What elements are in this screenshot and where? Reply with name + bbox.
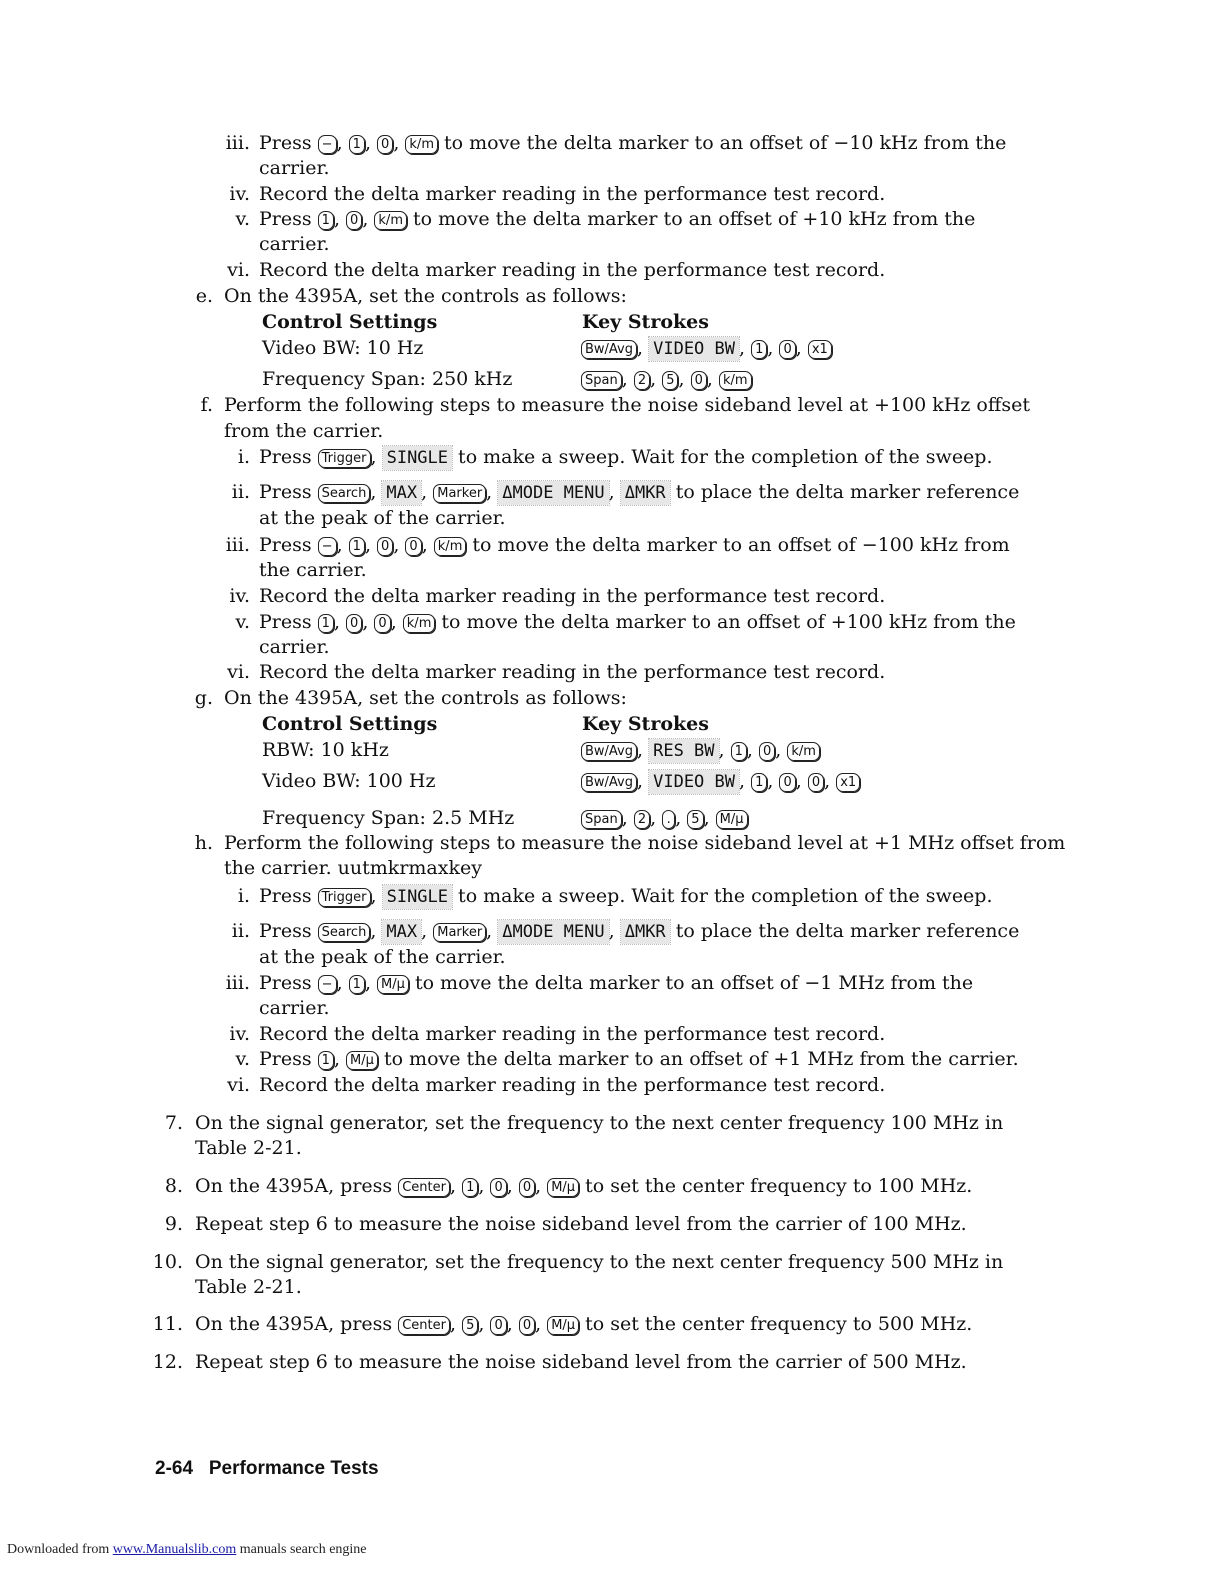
text: Record the delta marker reading in the performance test record. [259, 1074, 886, 1096]
line-h6 [0, 1072, 1224, 1098]
text: Record the delta marker reading in the performance test record. [259, 585, 886, 607]
step-label: ii. [231, 481, 250, 503]
control-setting: Frequency Span: 250 kHz [262, 368, 513, 390]
text: to move the delta marker to an offset of +1 MHz from the carrier. [377, 1048, 1019, 1070]
text: to make a sweep. Wait for the completion of the sweep. [452, 446, 993, 468]
line-e_r2 [0, 366, 1224, 392]
hardkey[interactable]: 0 [377, 135, 393, 154]
line-l4 [0, 257, 1224, 283]
text: Press [259, 481, 318, 503]
hardkey[interactable]: Center [398, 1178, 450, 1197]
step-text [259, 557, 367, 583]
hardkey[interactable]: 0 [519, 1316, 535, 1335]
step-text: Press Trigger , SINGLE to make a sweep. Wait for the completion of the sweep. [259, 446, 993, 468]
step-label: iii. [225, 534, 250, 556]
hardkey[interactable]: 0 [346, 211, 362, 230]
hardkey[interactable]: 1 [751, 773, 767, 792]
text: Press [259, 534, 318, 556]
line-l2 [0, 181, 1224, 207]
hardkey[interactable]: k/m [405, 135, 438, 154]
control-settings-header [0, 309, 1224, 335]
line-h1 [0, 883, 1224, 909]
step-text [259, 944, 506, 970]
line-s8 [0, 1173, 1224, 1199]
text: to move the delta marker to an offset of +10 kHz from the [406, 208, 976, 230]
text: Table 2-21. [195, 1276, 302, 1298]
hardkey[interactable]: 0 [759, 742, 775, 761]
hardkey[interactable]: 0 [490, 1316, 506, 1335]
hardkey[interactable]: 1 [751, 340, 767, 359]
hardkey[interactable]: Bw/Avg [581, 773, 637, 792]
step-label: iv. [229, 1023, 250, 1045]
text: Press [259, 132, 318, 154]
step-label: e. [195, 285, 213, 307]
hardkey[interactable]: M/μ [547, 1316, 579, 1335]
hardkey[interactable]: M/μ [377, 975, 409, 994]
text: On the signal generator, set the frequency to the next center frequency 100 MHz in [195, 1112, 1004, 1134]
download-suffix: manuals search engine [236, 1542, 367, 1557]
line-l1 [0, 130, 1224, 156]
hardkey[interactable]: Marker [433, 923, 486, 942]
step-label: v. [235, 1048, 250, 1070]
step-label: iii. [225, 132, 250, 154]
column-header-key-strokes: Key Strokes [582, 713, 709, 735]
line-l1b [0, 155, 1224, 181]
text: the carrier. [259, 559, 367, 581]
page-number: 2-64 [155, 1458, 194, 1479]
step-text [224, 392, 1030, 418]
text: Press [259, 1048, 318, 1070]
step-text: Press − , 1 , M/μ to move the delta marker to an offset of −1 MHz from the [259, 972, 974, 994]
hardkey[interactable]: 5 [462, 1316, 478, 1335]
key-strokes: Bw/Avg , VIDEO BW , 1 , 0 , 0 , x1 [581, 768, 860, 794]
download-banner [7, 1542, 367, 1558]
softkey[interactable]: ΔMKR [621, 920, 670, 944]
text: Perform the following steps to measure the noise sideband level at +100 kHz offset [224, 394, 1030, 416]
line-g_r1 [0, 737, 1224, 763]
line-s7b [0, 1135, 1224, 1161]
hardkey[interactable]: Bw/Avg [581, 340, 637, 359]
line-g_r2 [0, 768, 1224, 794]
step-text: Press Search , MAX , Marker , ΔMODE MENU , ΔMKR to place the delta marker reference [259, 920, 1020, 942]
softkey[interactable]: VIDEO BW [649, 770, 739, 794]
hardkey[interactable]: . [662, 810, 675, 829]
step-label: g. [194, 687, 213, 709]
step-label: v. [235, 611, 250, 633]
hardkey[interactable]: Span [581, 810, 622, 829]
line-f3b [0, 557, 1224, 583]
text: Record the delta marker reading in the performance test record. [259, 259, 886, 281]
text: Repeat step 6 to measure the noise sideband level from the carrier of 500 MHz. [195, 1351, 967, 1373]
control-setting: Video BW: 10 Hz [262, 337, 424, 359]
step-label: 11. [152, 1313, 183, 1335]
hardkey[interactable]: 1 [731, 742, 747, 761]
step-text [259, 659, 885, 685]
step-label: iv. [229, 183, 250, 205]
line-s11 [0, 1311, 1224, 1337]
text: On the 4395A, press [195, 1175, 399, 1197]
text: the carrier. uutmkrmaxkey [224, 857, 482, 879]
hardkey[interactable]: k/m [719, 371, 752, 390]
line-e [0, 283, 1224, 309]
hardkey[interactable]: Trigger [318, 888, 371, 907]
hardkey[interactable]: − [318, 537, 337, 556]
control-setting: Video BW: 100 Hz [262, 770, 436, 792]
hardkey[interactable]: M/μ [547, 1178, 579, 1197]
text: On the 4395A, press [195, 1313, 399, 1335]
step-text [259, 995, 330, 1021]
step-text [259, 1021, 885, 1047]
step-label: 10. [152, 1251, 183, 1273]
softkey[interactable]: RES BW [649, 739, 718, 763]
manualslib-link[interactable]: www.Manualslib.com [112, 1542, 237, 1557]
key-strokes: Span , 2 , 5 , 0 , k/m [581, 366, 752, 392]
text: carrier. [259, 997, 330, 1019]
text: Press [259, 972, 318, 994]
hardkey[interactable]: Marker [433, 484, 486, 503]
step-label: 12. [152, 1351, 183, 1373]
softkey[interactable]: SINGLE [383, 885, 452, 909]
step-text [195, 1211, 967, 1237]
step-text: Press Trigger , SINGLE to make a sweep. Wait for the completion of the sweep. [259, 885, 993, 907]
step-text [259, 181, 885, 207]
control-setting: Frequency Span: 2.5 MHz [262, 807, 515, 829]
line-h2 [0, 918, 1224, 944]
section-title: Performance Tests [208, 1458, 379, 1479]
line-f2b [0, 505, 1224, 531]
step-text [195, 1249, 1003, 1275]
hardkey[interactable]: 1 [318, 211, 334, 230]
line-e_r1 [0, 335, 1224, 361]
step-text [195, 1135, 302, 1161]
hardkey[interactable]: 5 [662, 371, 678, 390]
control-setting: RBW: 10 kHz [262, 739, 389, 761]
hardkey[interactable]: M/μ [346, 1051, 378, 1070]
step-text [224, 685, 627, 711]
softkey[interactable]: ΔMODE MENU [498, 481, 608, 505]
text: to set the center frequency to 500 MHz. [579, 1313, 973, 1335]
line-l3b [0, 231, 1224, 257]
hardkey[interactable]: Center [398, 1316, 450, 1335]
line-s10 [0, 1249, 1224, 1275]
step-text: Press − , 1 , 0 , 0 , k/m to move the delta marker to an offset of −100 kHz from [259, 534, 1010, 556]
hardkey[interactable]: 0 [377, 537, 393, 556]
line-f5 [0, 609, 1224, 635]
line-f3 [0, 532, 1224, 558]
step-text [259, 505, 506, 531]
line-s10b [0, 1274, 1224, 1300]
step-text [259, 257, 885, 283]
hardkey[interactable]: M/μ [716, 810, 748, 829]
text: Record the delta marker reading in the performance test record. [259, 183, 886, 205]
hardkey[interactable]: k/m [787, 742, 820, 761]
step-text [195, 1349, 967, 1375]
step-text: Press − , 1 , 0 , k/m to move the delta marker to an offset of −10 kHz from the [259, 132, 1007, 154]
text: to move the delta marker to an offset of −100 kHz from [466, 534, 1010, 556]
text: at the peak of the carrier. [259, 507, 506, 529]
step-text [195, 1110, 1003, 1136]
column-header-key-strokes: Key Strokes [582, 311, 709, 333]
hardkey[interactable]: 0 [691, 371, 707, 390]
text: Press [259, 446, 318, 468]
step-text: Press 1 , 0 , 0 , k/m to move the delta marker to an offset of +100 kHz from the [259, 611, 1016, 633]
step-text: On the 4395A, press Center , 5 , 0 , 0 , M/μ to set the center frequency to 500 MHz. [195, 1313, 973, 1335]
page-footer [155, 1458, 379, 1480]
column-header-control-settings: Control Settings [262, 311, 438, 333]
text: Record the delta marker reading in the performance test record. [259, 661, 886, 683]
hardkey[interactable]: 0 [490, 1178, 506, 1197]
step-text [224, 855, 482, 881]
hardkey[interactable]: 0 [346, 614, 362, 633]
control-settings-header [0, 711, 1224, 737]
text: On the 4395A, set the controls as follows: [224, 687, 627, 709]
hardkey[interactable]: 1 [318, 614, 334, 633]
softkey[interactable]: VIDEO BW [649, 337, 739, 361]
step-text [224, 418, 383, 444]
step-text [259, 1072, 885, 1098]
step-label: ii. [231, 920, 250, 942]
step-label: 7. [164, 1112, 183, 1134]
hardkey[interactable]: Search [318, 484, 371, 503]
text: to set the center frequency to 100 MHz. [579, 1175, 973, 1197]
hardkey[interactable]: 1 [462, 1178, 478, 1197]
step-text [224, 283, 627, 309]
text: carrier. [259, 157, 330, 179]
line-f1 [0, 444, 1224, 470]
text: to move the delta marker to an offset of −1 MHz from the [408, 972, 974, 994]
text: On the signal generator, set the frequency to the next center frequency 500 MHz in [195, 1251, 1004, 1273]
hardkey[interactable]: − [318, 135, 337, 154]
step-label: iv. [229, 585, 250, 607]
hardkey[interactable]: x1 [836, 773, 860, 792]
line-h [0, 830, 1224, 856]
step-label: vi. [227, 1074, 250, 1096]
step-label: v. [235, 208, 250, 230]
text: to move the delta marker to an offset of −10 kHz from the [437, 132, 1007, 154]
step-label: f. [200, 394, 213, 416]
text: to place the delta marker reference [669, 920, 1020, 942]
hardkey[interactable]: Trigger [318, 449, 371, 468]
softkey[interactable]: ΔMKR [621, 481, 670, 505]
hardkey[interactable]: 0 [374, 614, 390, 633]
text: to make a sweep. Wait for the completion of the sweep. [452, 885, 993, 907]
softkey[interactable]: SINGLE [383, 446, 452, 470]
hardkey[interactable]: 5 [687, 810, 703, 829]
softkey[interactable]: MAX [382, 481, 421, 505]
hardkey[interactable]: 0 [779, 340, 795, 359]
text: Press [259, 208, 318, 230]
hardkey[interactable]: k/m [434, 537, 467, 556]
text: from the carrier. [224, 420, 384, 442]
column-header-control-settings: Control Settings [262, 713, 438, 735]
key-strokes: Bw/Avg , VIDEO BW , 1 , 0 , x1 [581, 335, 832, 361]
softkey[interactable]: ΔMODE MENU [498, 920, 608, 944]
key-strokes: Span , 2 , . , 5 , M/μ [581, 805, 748, 831]
line-hb [0, 855, 1224, 881]
step-text [259, 583, 885, 609]
step-text [259, 634, 330, 660]
text: Press [259, 920, 318, 942]
line-g_r3 [0, 805, 1224, 831]
line-fb [0, 418, 1224, 444]
step-text [259, 231, 330, 257]
hardkey[interactable]: 1 [318, 1051, 334, 1070]
text: Repeat step 6 to measure the noise sideband level from the carrier of 100 MHz. [195, 1213, 967, 1235]
hardkey[interactable]: 1 [349, 135, 365, 154]
text: at the peak of the carrier. [259, 946, 506, 968]
line-h3b [0, 995, 1224, 1021]
step-text: On the 4395A, press Center , 1 , 0 , 0 , M/μ to set the center frequency to 100 MHz. [195, 1175, 973, 1197]
step-text [195, 1274, 302, 1300]
line-s12 [0, 1349, 1224, 1375]
step-label: i. [237, 885, 250, 907]
line-f4 [0, 583, 1224, 609]
step-text: Press 1 , 0 , k/m to move the delta marker to an offset of +10 kHz from the [259, 208, 976, 230]
download-prefix: Downloaded from [7, 1542, 113, 1557]
text: carrier. [259, 636, 330, 658]
hardkey[interactable]: 0 [779, 773, 795, 792]
hardkey[interactable]: x1 [808, 340, 832, 359]
line-f5b [0, 634, 1224, 660]
hardkey[interactable]: Search [318, 923, 371, 942]
hardkey[interactable]: k/m [374, 211, 407, 230]
line-h2b [0, 944, 1224, 970]
hardkey[interactable]: 2 [634, 810, 650, 829]
step-label: h. [194, 832, 213, 854]
hardkey[interactable]: 0 [808, 773, 824, 792]
line-s9 [0, 1211, 1224, 1237]
line-s7 [0, 1110, 1224, 1136]
step-text: Press Search , MAX , Marker , ΔMODE MENU , ΔMKR to place the delta marker reference [259, 481, 1020, 503]
text: Press [259, 611, 318, 633]
text: Table 2-21. [195, 1137, 302, 1159]
step-label: iii. [225, 972, 250, 994]
text: On the 4395A, set the controls as follows: [224, 285, 627, 307]
step-label: vi. [227, 661, 250, 683]
hardkey[interactable]: − [318, 975, 337, 994]
line-f2 [0, 479, 1224, 505]
line-h5 [0, 1046, 1224, 1072]
text: Perform the following steps to measure the noise sideband level at +1 MHz offset from [224, 832, 1066, 854]
text: to move the delta marker to an offset of +100 kHz from the [435, 611, 1016, 633]
line-h3 [0, 970, 1224, 996]
text: Record the delta marker reading in the performance test record. [259, 1023, 886, 1045]
line-f [0, 392, 1224, 418]
line-h4 [0, 1021, 1224, 1047]
step-text [259, 155, 330, 181]
softkey[interactable]: MAX [382, 920, 421, 944]
step-text: Press 1 , M/μ to move the delta marker to an offset of +1 MHz from the carrier. [259, 1048, 1019, 1070]
hardkey[interactable]: k/m [403, 614, 436, 633]
key-strokes: Bw/Avg , RES BW , 1 , 0 , k/m [581, 737, 820, 763]
step-label: 8. [164, 1175, 183, 1197]
hardkey[interactable]: 1 [349, 975, 365, 994]
hardkey[interactable]: 0 [519, 1178, 535, 1197]
step-label: i. [237, 446, 250, 468]
text: carrier. [259, 233, 330, 255]
hardkey[interactable]: 0 [405, 537, 421, 556]
step-text [224, 830, 1065, 856]
step-label: 9. [164, 1213, 183, 1235]
text: Press [259, 885, 318, 907]
line-g [0, 685, 1224, 711]
hardkey[interactable]: Bw/Avg [581, 742, 637, 761]
text: to place the delta marker reference [669, 481, 1020, 503]
hardkey[interactable]: 2 [634, 371, 650, 390]
line-l3 [0, 206, 1224, 232]
step-label: vi. [227, 259, 250, 281]
line-f6 [0, 659, 1224, 685]
hardkey[interactable]: Span [581, 371, 622, 390]
hardkey[interactable]: 1 [349, 537, 365, 556]
